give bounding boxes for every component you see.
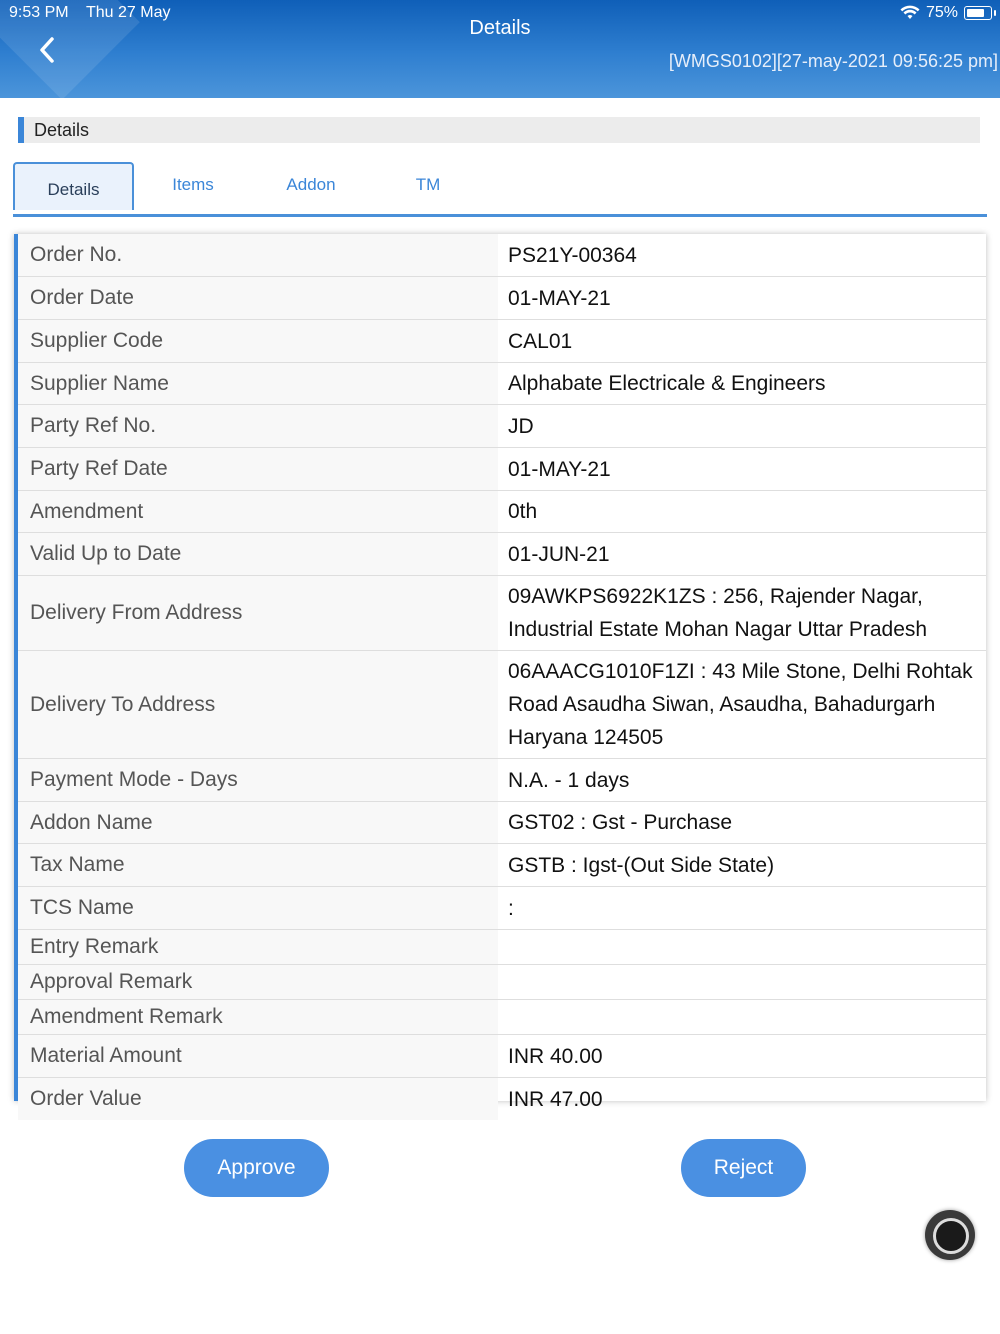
table-row: [18, 759, 986, 802]
row-label: Tax Name: [18, 844, 498, 886]
table-row: [18, 320, 986, 363]
screen-reference: [WMGS0102][27-may-2021 09:56:25 pm]: [668, 51, 998, 71]
table-row: [18, 965, 986, 1000]
reject-button[interactable]: Reject: [681, 1139, 806, 1197]
row-label: Addon Name: [18, 802, 498, 843]
table-row: [18, 277, 986, 320]
table-row: [18, 844, 986, 887]
row-value: 01-JUN-21: [508, 542, 610, 566]
assistive-touch-icon: [933, 1218, 969, 1254]
assistive-touch-button[interactable]: [925, 1210, 975, 1260]
table-row: [18, 651, 986, 759]
table-row: [18, 802, 986, 844]
row-value: 0th: [508, 500, 538, 523]
row-label: Delivery From Address: [18, 576, 498, 650]
row-value: 09AWKPS6922K1ZS : 256, Rajender Nagar, Industrial Estate Mohan Nagar Uttar Pradesh: [508, 585, 928, 641]
row-label: Supplier Name: [18, 363, 498, 404]
row-label: TCS Name: [18, 887, 498, 929]
table-row: [18, 363, 986, 405]
tab-items[interactable]: Items: [172, 175, 214, 194]
table-row: [18, 234, 986, 277]
row-value: [498, 1000, 986, 1034]
table-row: [18, 576, 986, 651]
status-date: Thu 27 May: [86, 4, 171, 21]
table-row: [18, 887, 986, 930]
row-label: Approval Remark: [18, 965, 498, 999]
row-label: Amendment Remark: [18, 1000, 498, 1034]
row-value: INR 47.00: [508, 1087, 603, 1111]
row-label: Entry Remark: [18, 930, 498, 964]
row-label: Party Ref No.: [18, 405, 498, 447]
row-value: GST02 : Gst - Purchase: [508, 811, 733, 834]
table-row: [18, 1000, 986, 1035]
page-title: Details: [469, 17, 531, 39]
row-value: 06AAACG1010F1ZI : 43 Mile Stone, Delhi Rohtak Road Asaudha Siwan, Asaudha, Bahadurgarh Haryana 124505: [508, 660, 973, 749]
row-label: Order Date: [18, 277, 498, 319]
row-label: Material Amount: [18, 1035, 498, 1077]
tab-tm[interactable]: TM: [415, 175, 441, 194]
row-value: CAL01: [508, 329, 573, 353]
table-row: [18, 930, 986, 965]
row-value: [498, 930, 986, 964]
tab-addon[interactable]: Addon: [286, 175, 336, 194]
row-value: N.A. - 1 days: [508, 768, 630, 792]
section-header: [18, 117, 980, 143]
row-label: Order Value: [18, 1078, 498, 1120]
table-row: [18, 491, 986, 533]
row-label: Amendment: [18, 491, 498, 532]
section-title: Details: [34, 120, 90, 140]
row-value: [498, 965, 986, 999]
table-row: [18, 1035, 986, 1078]
row-label: Supplier Code: [18, 320, 498, 362]
row-value: INR 40.00: [508, 1044, 603, 1068]
nav-header: [0, 0, 1000, 98]
table-row: [18, 533, 986, 576]
row-value: Alphabate Electricale & Engineers: [508, 372, 826, 395]
status-time: 9:53 PM: [9, 4, 69, 21]
row-value: GSTB : Igst-(Out Side State): [508, 853, 775, 877]
row-label: Order No.: [18, 234, 498, 276]
table-row: [18, 448, 986, 491]
approve-button[interactable]: Approve: [184, 1139, 329, 1197]
row-label: Delivery To Address: [18, 651, 498, 758]
details-table: [14, 234, 986, 1111]
row-value: 01-MAY-21: [508, 286, 611, 310]
tab-bar: [13, 162, 987, 217]
row-value: PS21Y-00364: [508, 243, 637, 267]
battery-percent: 75%: [925, 4, 958, 21]
row-value: :: [508, 896, 514, 920]
row-label: Payment Mode - Days: [18, 759, 498, 801]
row-label: Party Ref Date: [18, 448, 498, 490]
tab-details[interactable]: Details: [13, 162, 134, 210]
row-label: Valid Up to Date: [18, 533, 498, 575]
row-value: 01-MAY-21: [508, 457, 611, 481]
table-row: [18, 405, 986, 448]
row-value: JD: [508, 414, 534, 438]
table-row: [18, 1078, 986, 1120]
